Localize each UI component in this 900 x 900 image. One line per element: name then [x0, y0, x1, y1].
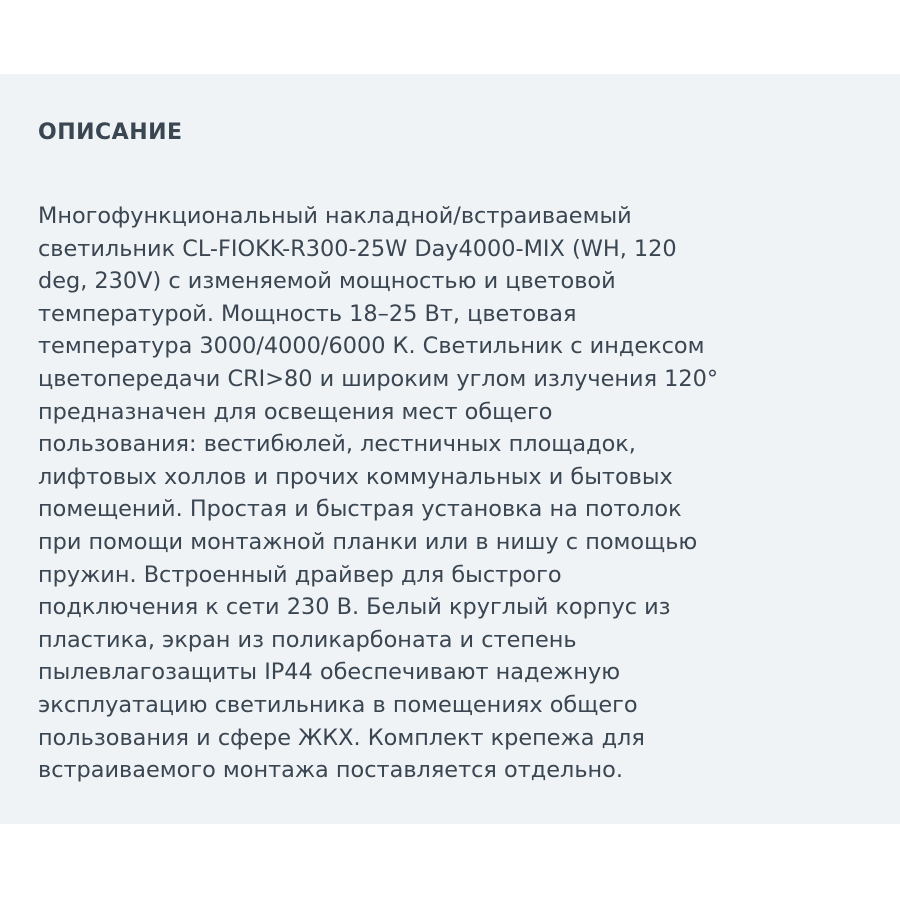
description-line: эксплуатацию светильника в помещениях общего	[38, 691, 638, 718]
description-line: лифтовых холлов и прочих коммунальных и бытовых	[38, 463, 673, 490]
description-line: пластика, экран из поликарбоната и степень	[38, 626, 577, 653]
description-line: при помощи монтажной планки или в нишу с помощью	[38, 528, 698, 555]
description-line: температурой. Мощность 18–25 Вт, цветовая	[38, 300, 577, 327]
section-title: ОПИСАНИЕ	[38, 120, 183, 145]
description-panel	[0, 74, 900, 824]
description-line: предназначен для освещения мест общего	[38, 398, 553, 425]
description-line: подключения к сети 230 В. Белый круглый корпус из	[38, 594, 671, 621]
description-line: светильник CL-FIOKK-R300-25W Day4000-MIX (WH, 120	[38, 235, 677, 262]
description-line: Многофункциональный накладной/встраиваемый	[38, 203, 632, 229]
description-line: пылевлагозащиты IP44 обеспечивают надежную	[38, 659, 621, 686]
description-line: пользования и сфере ЖКХ. Комплект крепежа для	[38, 724, 645, 751]
description-line: помещений. Простая и быстрая установка на потолок	[38, 496, 682, 523]
description-line: температура 3000/4000/6000 К. Светильник с индексом	[38, 333, 705, 360]
description-line: deg, 230V) с изменяемой мощностью и цветовой	[38, 268, 616, 295]
description-line: пружин. Встроенный драйвер для быстрого	[38, 561, 562, 588]
description-line: встраиваемого монтажа поставляется отдельно.	[38, 757, 623, 784]
description-text	[38, 200, 878, 787]
description-line: цветопередачи CRI>80 и широким углом излучения 120°	[38, 365, 719, 392]
description-line: пользования: вестибюлей, лестничных площадок,	[38, 431, 636, 458]
